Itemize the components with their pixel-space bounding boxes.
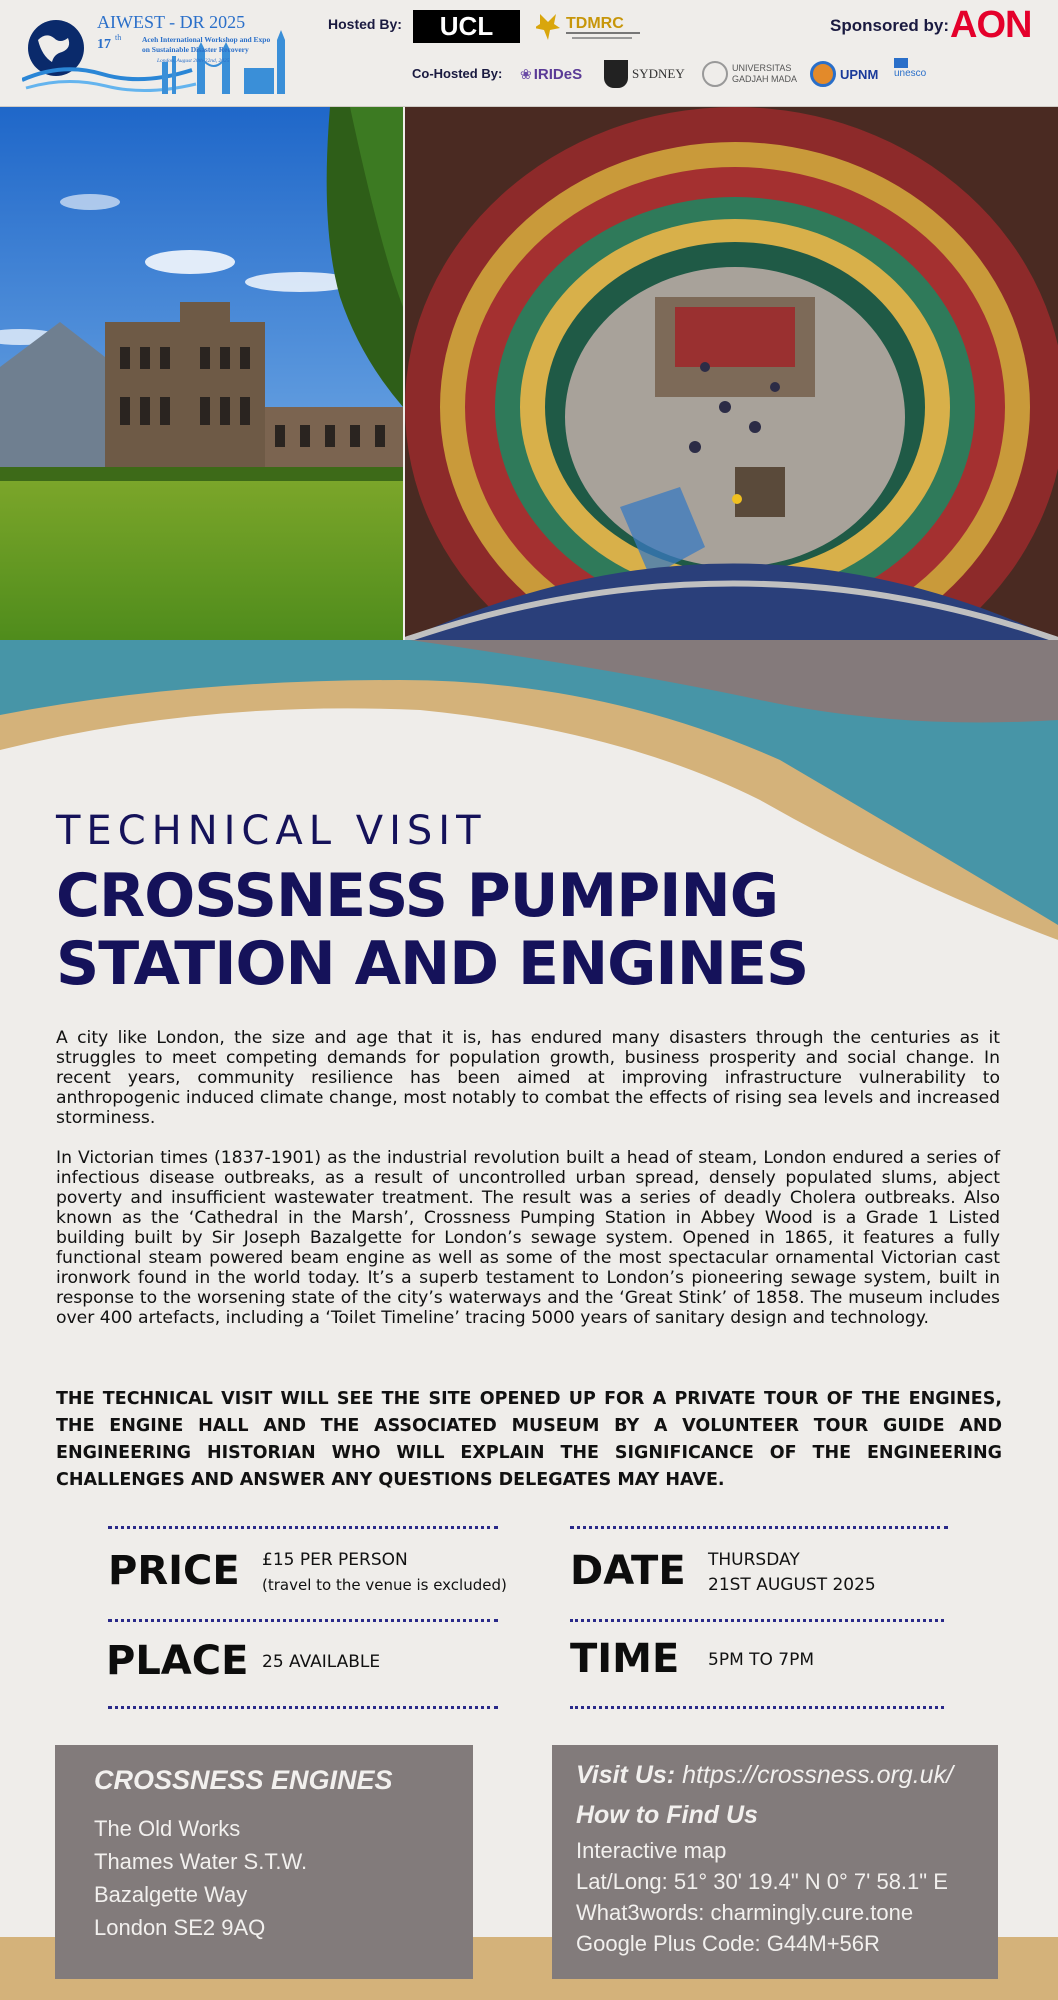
header xyxy=(0,0,1058,107)
address-line: London SE2 9AQ xyxy=(94,1915,266,1940)
sponsored-by-label: Sponsored by: xyxy=(830,16,950,35)
sydney-logo[interactable] xyxy=(604,58,694,90)
visit-us-label: Visit Us: xyxy=(576,1761,676,1789)
ucl-logo-text: UCL xyxy=(439,11,494,41)
ugm-logo-text: UNIVERSITAS GADJAH MADA xyxy=(732,63,798,84)
divider xyxy=(570,1706,944,1709)
address-line: Bazalgette Way xyxy=(94,1882,248,1907)
conference-subtitle-1: Aceh International Workshop and Expo xyxy=(142,35,271,44)
address-line: The Old Works xyxy=(94,1816,241,1841)
upnm-seal-icon xyxy=(810,61,836,87)
irides-icon: ❀ xyxy=(520,65,532,82)
lat-long-text: Lat/Long: 51° 30' 19.4" N 0° 7' 58.1" E xyxy=(576,1869,948,1894)
place-value: 25 AVAILABLE xyxy=(262,1652,381,1672)
price-note: (travel to the venue is excluded) xyxy=(262,1576,507,1594)
upnm-logo-text: UPNM xyxy=(840,66,879,82)
conference-edition-suffix: th xyxy=(115,33,122,42)
tdmrc-logo[interactable] xyxy=(536,10,646,44)
page-title-line-2: STATION AND ENGINES xyxy=(56,929,809,999)
what3words-text: What3words: charmingly.cure.tone xyxy=(576,1900,914,1925)
conference-title: AIWEST - DR 2025 xyxy=(97,12,246,32)
divider xyxy=(108,1526,498,1529)
ugm-seal-icon xyxy=(702,61,728,87)
unesco-temple-icon xyxy=(894,58,908,68)
date-value: 21ST AUGUST 2025 xyxy=(708,1575,876,1595)
hosted-by-label: Hosted By: xyxy=(328,16,402,32)
time-value: 5PM TO 7PM xyxy=(708,1650,815,1670)
divider xyxy=(570,1619,944,1622)
irides-logo[interactable] xyxy=(520,58,594,90)
divider xyxy=(108,1706,498,1709)
website-link[interactable]: https://crossness.org.uk/ xyxy=(682,1761,954,1789)
sydney-crest-icon xyxy=(604,60,628,88)
pumping-station-exterior-photo xyxy=(0,107,403,640)
how-to-find-heading: How to Find Us xyxy=(576,1801,758,1829)
price-label: PRICE xyxy=(108,1548,240,1594)
upnm-logo[interactable] xyxy=(810,58,888,90)
ucl-logo[interactable] xyxy=(413,10,520,43)
conference-logo xyxy=(22,10,292,98)
unesco-logo-text: unesco xyxy=(894,68,927,79)
divider xyxy=(570,1526,948,1529)
co-hosted-by-label: Co-Hosted By: xyxy=(412,66,503,81)
page-title-line-1: CROSSNESS PUMPING xyxy=(56,861,778,931)
intro-paragraph: A city like London, the size and age that it is, has endured many disasters through the centuries as it struggles to meet competing demands for population growth, business prosperity and social change. In recent years, community resilience has been aimed at improving infrastructure vulnerability to anthropogenic induced climate change, most notably to combat the effects of rising sea levels and increased storminess. xyxy=(56,1028,1000,1128)
visit-us-line xyxy=(576,1755,998,1795)
address-line: Thames Water S.T.W. xyxy=(94,1849,308,1874)
history-paragraph: In Victorian times (1837-1901) as the industrial revolution built a head of steam, London endured a series of infectious disease outbreaks, as a result of uncontrolled urban spread, densely populated slums, abject poverty and insufficient wastewater treatment. The result was a series of deadly Cholera outbreaks. Also known as the ‘Cathedral in the Marsh’, Crossness Pumping Station in Abbey Wood is a Grade 1 Listed building built by Sir Joseph Bazalgette for London’s sewage system. Opened in 1865, it features a fully functional steam powered beam engine as well as some of the most spectacular ornamental Victorian cast ironwork found in the world today. It’s a superb testament to London’s pioneering sewage system, built in response to the worsening state of the city’s waterways and the ‘Great Stink’ of 1858. The museum includes over 400 artefacts, including a ‘Toilet Timeline’ tracing 5000 years of sanitary design and technology. xyxy=(56,1148,1000,1328)
tour-description-paragraph: THE TECHNICAL VISIT WILL SEE THE SITE OPENED UP FOR A PRIVATE TOUR OF THE ENGINES, THE ENGINE HALL AND THE ASSOCIATED MUSEUM BY A VOLUNTEER TOUR GUIDE AND ENGINEERING HISTORIAN WHO WILL EXPLAIN THE SIGNIFICANCE OF THE ENGINEERING CHALLENGES AND ANSWER ANY QUESTIONS DELEGATES MAY HAVE. xyxy=(56,1389,1002,1490)
ugm-logo[interactable] xyxy=(702,58,804,90)
page-title xyxy=(56,862,956,998)
address-heading: CROSSNESS ENGINES xyxy=(94,1765,393,1795)
plus-code-text: Google Plus Code: G44M+56R xyxy=(576,1931,880,1956)
interactive-map-link[interactable]: Interactive map xyxy=(576,1838,727,1863)
date-label: DATE xyxy=(570,1548,686,1594)
price-info xyxy=(262,1548,507,1598)
conference-subtitle-2: on Sustainable Disaster Recovery xyxy=(142,45,249,54)
address-card xyxy=(55,1745,473,1979)
tdmrc-logo-text: TDMRC xyxy=(566,15,624,32)
price-value: £15 PER PERSON xyxy=(262,1550,408,1570)
section-subtitle: TECHNICAL VISIT xyxy=(56,808,487,854)
contact-card xyxy=(552,1745,998,1979)
irides-logo-text: IRIDeS xyxy=(533,65,583,83)
sydney-logo-text: SYDNEY xyxy=(632,66,685,81)
conference-dates: London, August 20th-22nd, 2025 xyxy=(157,58,230,64)
conference-edition: 17 xyxy=(97,37,111,52)
unesco-logo[interactable] xyxy=(894,58,950,90)
place-label: PLACE xyxy=(106,1638,249,1684)
aon-logo[interactable]: AON xyxy=(950,4,1032,46)
engine-house-interior-photo xyxy=(405,107,1058,640)
divider xyxy=(108,1619,498,1622)
date-info xyxy=(708,1548,876,1598)
date-day: THURSDAY xyxy=(708,1550,800,1570)
time-label: TIME xyxy=(570,1636,680,1682)
